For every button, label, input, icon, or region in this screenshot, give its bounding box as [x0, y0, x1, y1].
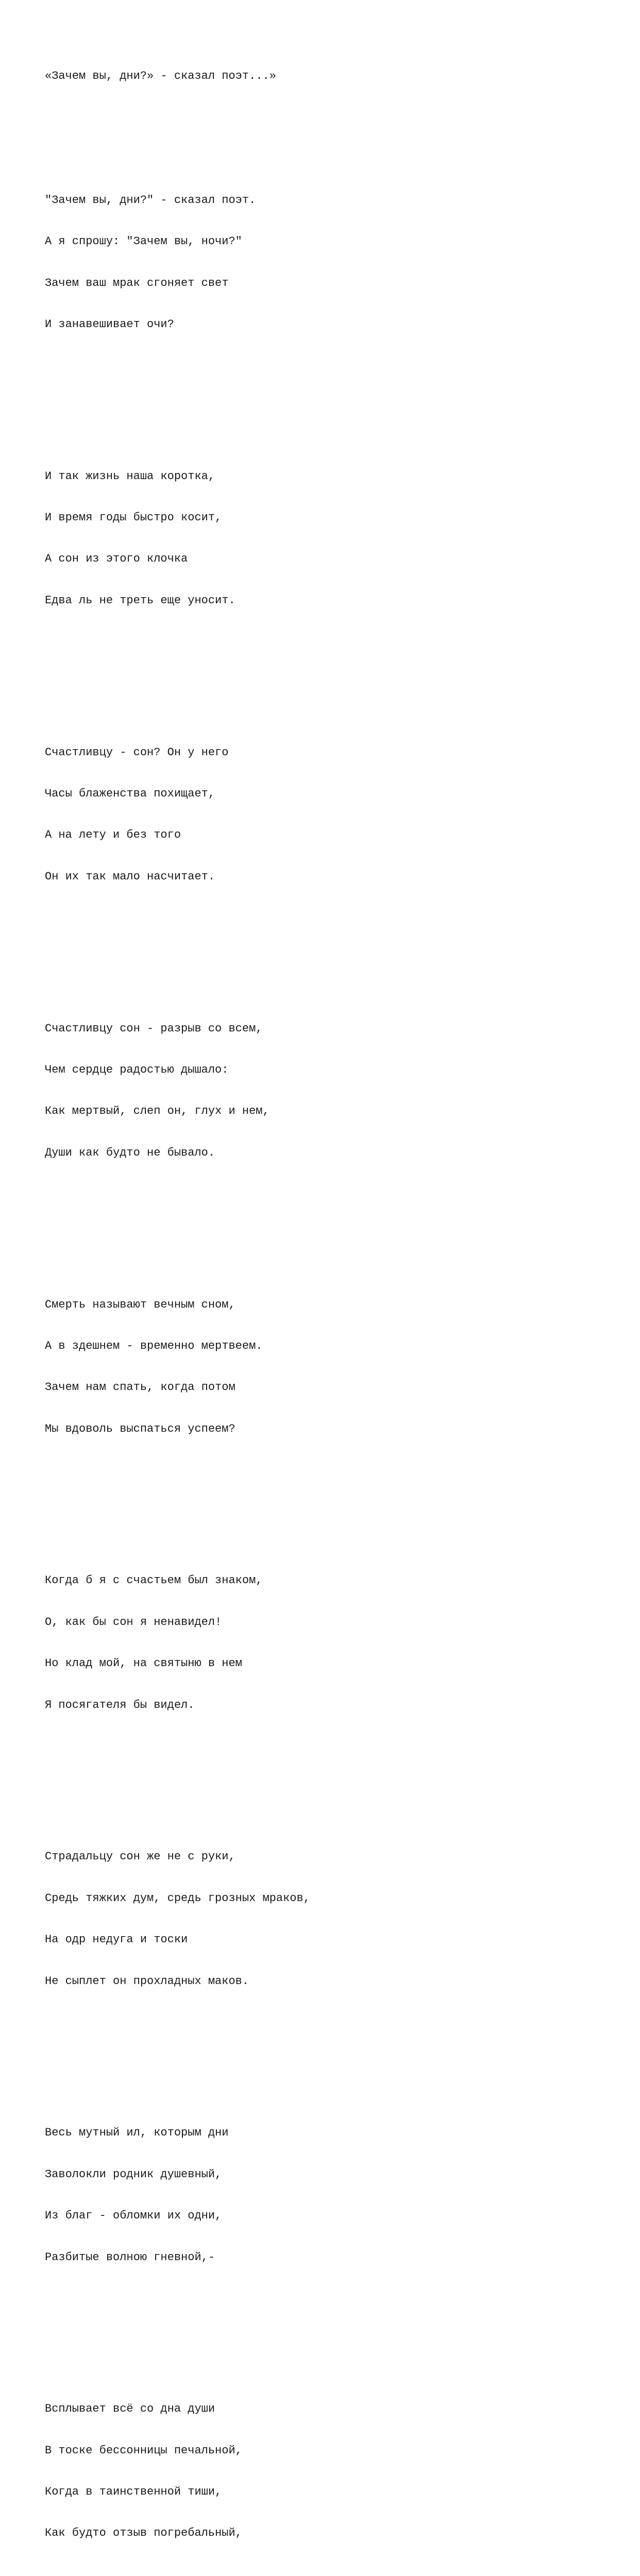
poem-line: Средь тяжких дум, средь грозных мраков, [45, 1891, 310, 1905]
poem-line: И время годы быстро косит, [45, 511, 222, 524]
poem-line: Души как будто не бывало. [45, 1146, 215, 1159]
poem-text [45, 42, 612, 2576]
stanza-3 [45, 718, 612, 911]
stanza-gap [45, 1768, 612, 1782]
stanza-9 [45, 2375, 612, 2568]
stanza-7 [45, 1823, 612, 2016]
poem-line: Весь мутный ил, которым дни [45, 2126, 229, 2140]
poem-line: А на лету и без того [45, 828, 181, 842]
poem-line: А сон из этого клочка [45, 552, 188, 566]
stanza-2 [45, 442, 612, 635]
poem-line: Как мертвый, слеп он, глух и нем, [45, 1105, 270, 1118]
poem-line: Но клад мой, на святыню в нем [45, 1657, 242, 1670]
poem-line: А в здешнем - временно мертвеем. [45, 1339, 263, 1352]
poem-line: Смерть называют вечным сном, [45, 1298, 235, 1311]
poem-line: Как будто отзыв погребальный, [45, 2527, 242, 2540]
stanza-gap [45, 2044, 612, 2058]
stanza-gap [45, 387, 612, 401]
poem-line: Разбитые волною гневной,- [45, 2250, 215, 2264]
poem-line: "Зачем вы, дни?" - сказал поэт. [45, 193, 256, 207]
stanza-5 [45, 1270, 612, 1464]
poem-line: И занавешивает очи? [45, 317, 174, 331]
poem-line: Едва ль не треть еще уносит. [45, 594, 235, 607]
stanza-6 [45, 1547, 612, 1740]
poem-line: Когда б я с счастьем был знаком, [45, 1574, 263, 1587]
poem-line: Счастливцу сон - разрыв со всем, [45, 1022, 263, 1035]
poem-line: Зачем ваш мрак сгоняет свет [45, 276, 229, 290]
stanza-gap [45, 939, 612, 953]
stanza-4 [45, 994, 612, 1188]
poem-line: Счастливцу - сон? Он у него [45, 745, 229, 759]
poem-line: Зачем нам спать, когда потом [45, 1381, 235, 1394]
poem-line: Мы вдоволь выспаться успеем? [45, 1422, 235, 1435]
poem-line: В тоске бессонницы печальной, [45, 2444, 242, 2457]
poem-line: На одр недуга и тоски [45, 1933, 188, 1946]
stanza-gap [45, 2319, 612, 2333]
stanza-gap [45, 1215, 612, 1229]
poem-line: Он их так мало насчитает. [45, 870, 215, 883]
poem-line: О, как бы сон я ненавидел! [45, 1615, 222, 1629]
poem-line: Страдальцу сон же не с руки, [45, 1850, 235, 1863]
poem-line: Из благ - обломки их одни, [45, 2209, 222, 2223]
stanza-gap [45, 111, 612, 125]
stanza-gap [45, 663, 612, 677]
poem-line: Когда в таинственной тиши, [45, 2485, 222, 2499]
poem-line: Часы блаженства похищает, [45, 787, 215, 801]
poem-line: Заволокли родник душевный, [45, 2167, 222, 2181]
poem-line: Я посягателя бы видел. [45, 1698, 195, 1711]
poem-line: А я спрошу: "Зачем вы, ночи?" [45, 235, 242, 248]
stanza-8 [45, 2099, 612, 2292]
stanza-1 [45, 166, 612, 359]
poem-line: Чем сердце радостью дышало: [45, 1063, 229, 1076]
poem-line: Всплывает всё со дна души [45, 2402, 215, 2416]
stanza-gap [45, 1492, 612, 1505]
poem-title: «Зачем вы, дни?» - сказал поэт...» [45, 69, 276, 82]
poem-line: И так жизнь наша коротка, [45, 469, 215, 483]
poem-line: Не сыплет он прохладных маков. [45, 1974, 249, 1988]
